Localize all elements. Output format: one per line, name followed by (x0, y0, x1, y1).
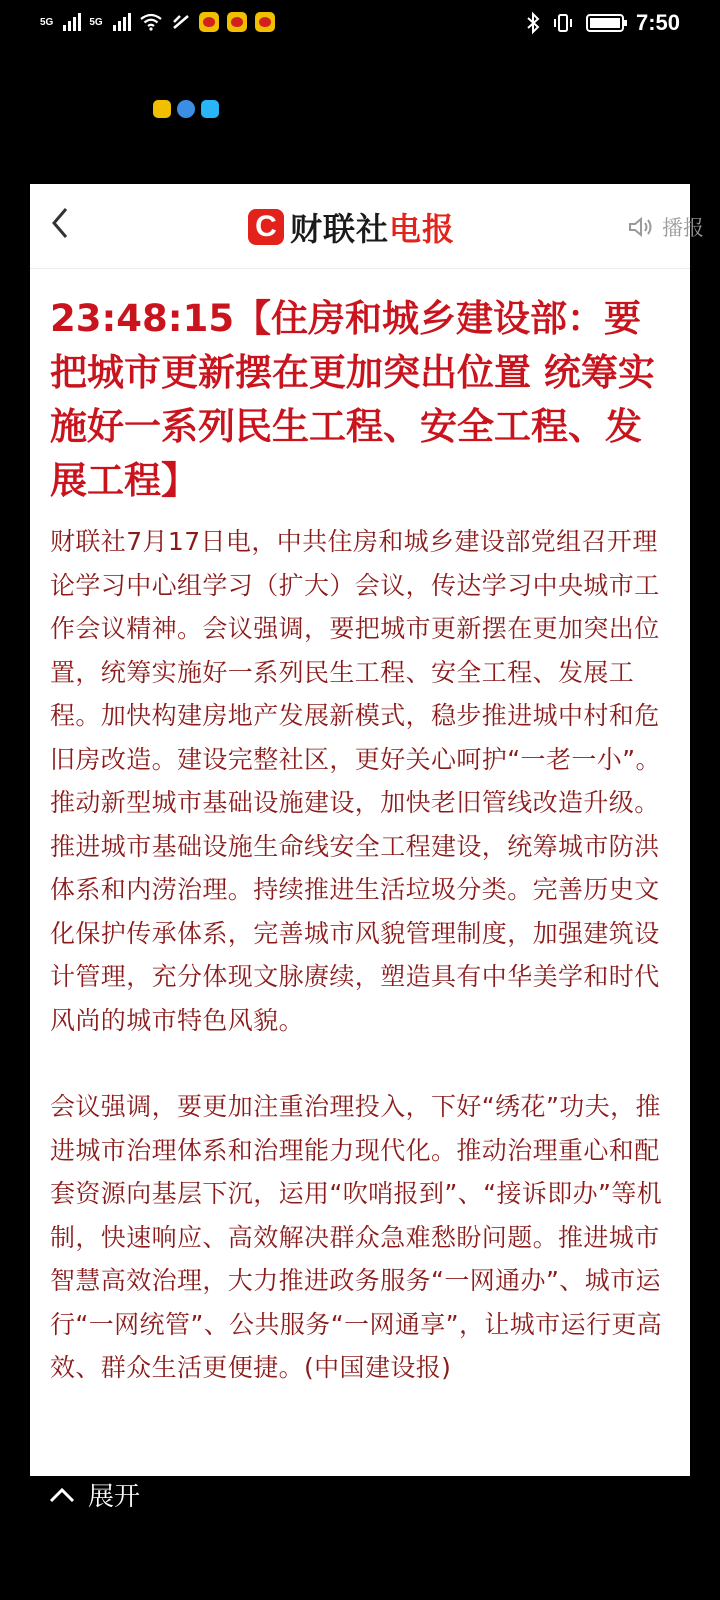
logo-text-red: 电报 (389, 210, 456, 248)
logo-text (290, 204, 455, 250)
battery-icon (586, 14, 624, 32)
chevron-left-icon (50, 206, 70, 240)
expand-label: 展开 (88, 1482, 141, 1512)
wifi-icon (139, 13, 163, 31)
weibo-icon (227, 12, 247, 32)
cls-logo (248, 204, 455, 250)
article-card (30, 184, 704, 1476)
weibo-icon (255, 12, 275, 32)
status-right (526, 10, 680, 36)
bluetooth-icon (526, 12, 540, 34)
clock: 7:50 (635, 10, 680, 35)
chevron-up-icon (48, 1481, 76, 1509)
article-paragraph: 会议强调，要更加注重治理投入，下好“绣花”功夫，推进城市治理体系和治理能力现代化。推动治理重心和配套资源向基层下沉，运用“吹哨报到”、“接诉即办”等机制，快速响应、高效解决群众急难愁盼问题。推进城市智慧高效治理，大力推进政务服务“一网通办”、城市运行“一网统管”、公共服务“一网通享”，让城市运行更高效、群众生活更便捷。(中国建设报) (50, 1092, 663, 1382)
data-saver-icon (171, 13, 191, 31)
header-divider (30, 268, 690, 269)
status-left (40, 12, 275, 32)
vibrate-icon (552, 12, 574, 34)
article-header (30, 184, 704, 268)
weibo-icon (199, 12, 219, 32)
status-bar (0, 0, 720, 48)
broadcast-label: 播报 (662, 216, 704, 240)
weibo-icon (153, 100, 171, 118)
expand-button[interactable] (48, 1476, 140, 1513)
signal-icon (63, 13, 81, 31)
logo-mark: C (248, 209, 284, 245)
article-paragraph: 财联社7月17日电，中共住房和城乡建设部党组召开理论学习中心组学习（扩大）会议，传达学习中央城市工作会议精神。会议强调，要把城市更新摆在更加突出位置，统筹实施好一系列民生工程、安全工程、发展工程。加快构建房地产发展新模式，稳步推进城中村和危旧房改造。建设完整社区，更好关心呵护“一老一小”。推动新型城市基础设施建设，加快老旧管线改造升级。推进城市基础设施生命线安全工程建设，统筹城市防洪体系和内涝治理。持续推进生活垃圾分类。完善历史文化保护传承体系，完善城市风貌管理制度，加强建筑设计管理，充分体现文脉赓续，塑造具有中华美学和时代风尚的城市特色风貌。 (50, 527, 661, 1035)
back-button[interactable] (50, 206, 70, 249)
browser-icon (177, 100, 195, 118)
article-title: 23:48:15【住房和城乡建设部：要把城市更新摆在更加突出位置 统筹实施好一系列民生工程、安全工程、发展工程】 (50, 297, 655, 502)
speaker-icon (628, 216, 654, 238)
network-label-1: 5G (40, 16, 54, 28)
message-icon (201, 100, 219, 118)
signal-icon (113, 13, 131, 31)
broadcast-button[interactable] (628, 212, 704, 242)
notification-icons (153, 100, 219, 118)
network-label-2: 5G (89, 16, 103, 28)
logo-text-black: 财联社 (290, 210, 390, 248)
article-body (50, 520, 666, 1433)
